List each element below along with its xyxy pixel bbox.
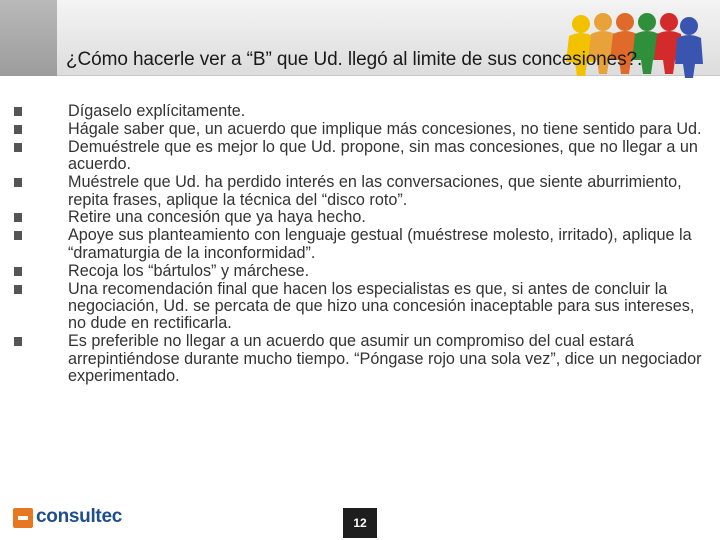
- square-bullet-icon: [14, 143, 22, 152]
- bullet-list: [14, 103, 714, 386]
- list-item: [14, 209, 714, 226]
- header-accent-block: [0, 0, 57, 76]
- square-bullet-icon: [14, 178, 22, 187]
- consultec-logo: [13, 508, 123, 530]
- bullet-text: Dígaselo explícitamente.: [68, 102, 246, 120]
- square-bullet-icon: [14, 107, 22, 116]
- page-number-text: 12: [353, 516, 367, 530]
- square-bullet-icon: [14, 337, 22, 346]
- bullet-text: Una recomendación final que hacen los especialistas es que, si antes de concluir la negociación, Ud. se percata de que hizo una concesión inaceptable para sus intereses, no dude en rectificarla.: [68, 279, 695, 333]
- list-item: [14, 281, 714, 333]
- bullet-text: Muéstrele que Ud. ha perdido interés en las conversaciones, que siente aburrimiento, repita frases, aplique la técnica del “disco roto”.: [68, 173, 682, 209]
- bullet-text: Hágale saber que, un acuerdo que implique más concesiones, no tiene sentido para Ud.: [68, 119, 702, 138]
- list-item: [14, 333, 714, 385]
- logo-text: consultec: [36, 506, 122, 527]
- people-figures-icon: [563, 10, 703, 82]
- bullet-text: Retire una concesión que ya haya hecho.: [68, 208, 366, 227]
- list-item: [14, 121, 714, 138]
- consultec-logo-icon: [13, 508, 33, 528]
- square-bullet-icon: [14, 231, 22, 240]
- square-bullet-icon: [14, 125, 22, 134]
- list-item: [14, 174, 714, 209]
- bullet-text: Recoja los “bártulos” y márchese.: [68, 261, 310, 280]
- bullet-text: Es preferible no llegar a un acuerdo que asumir un compromiso del cual estará arrepintiéndose durante mucho tiempo. “Póngase rojo una sola vez”, dice un negociador experimentado.: [68, 332, 702, 386]
- page-number: [343, 508, 377, 538]
- bullet-text: Apoye sus planteamiento con lenguaje gestual (muéstrese molesto, irritado), aplique la “dramaturgia de la inconformidad”.: [68, 226, 692, 262]
- square-bullet-icon: [14, 285, 22, 294]
- figure-blue: [675, 17, 703, 78]
- square-bullet-icon: [14, 267, 22, 276]
- list-item: [14, 103, 714, 120]
- list-item: [14, 139, 714, 174]
- square-bullet-icon: [14, 213, 22, 222]
- slide-title: ¿Cómo hacerle ver a “B” que Ud. llegó al limite de sus concesiones?.: [66, 49, 643, 70]
- list-item: [14, 263, 714, 280]
- list-item: [14, 227, 714, 262]
- bullet-text: Demuéstrele que es mejor lo que Ud. propone, sin mas concesiones, que no llegar a un acuerdo.: [68, 137, 698, 174]
